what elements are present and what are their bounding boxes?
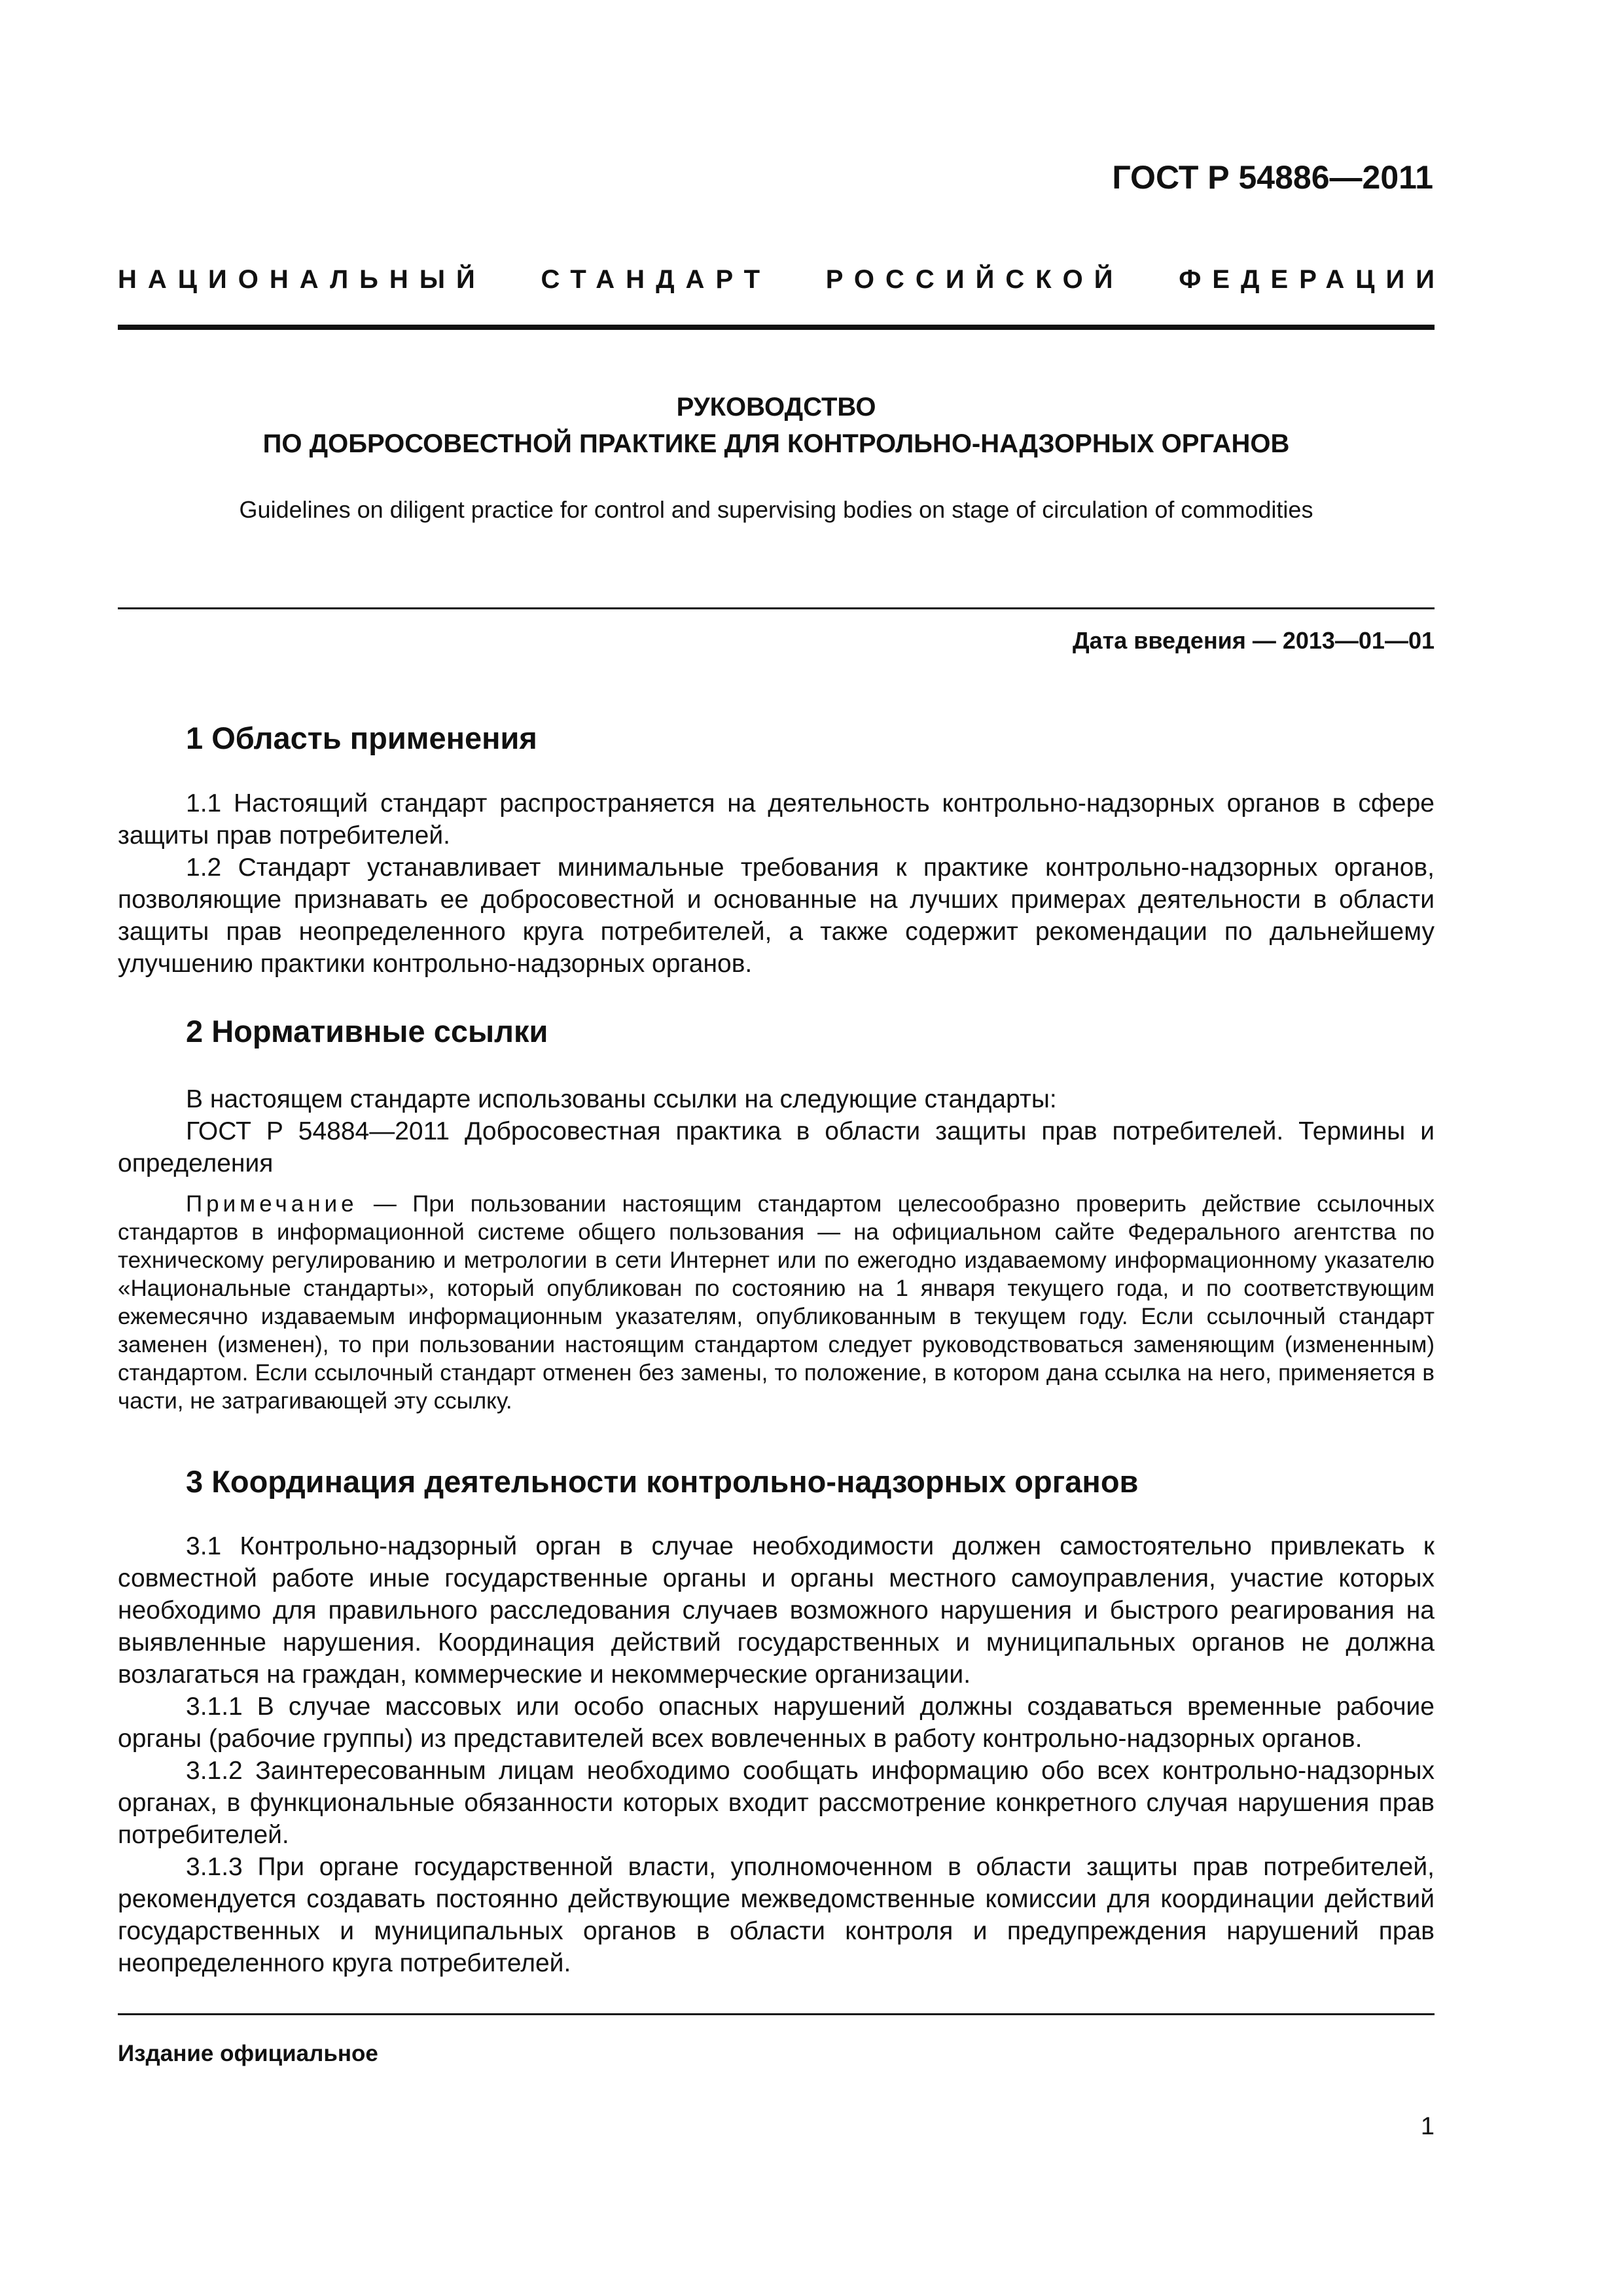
section-3-body bbox=[118, 1530, 1435, 1979]
paragraph: 1.1 Настоящий стандарт распространяется на деятельность контрольно-надзорных органов в сфере защиты прав потребителей. bbox=[118, 789, 1435, 850]
paragraph: 3.1.3 При органе государственной власти, уполномоченном в области защиты прав потребителей, рекомендуется создавать постоянно действующие межведомственные комиссии для координации действий государственных и муниципальных органов в области контроля и предупреждения нарушений прав неопределенного круга потребителей. bbox=[118, 1853, 1435, 1977]
page-number: 1 bbox=[1420, 2113, 1435, 2140]
title-line-1: РУКОВОДСТВО bbox=[676, 393, 876, 422]
section-2-note bbox=[118, 1190, 1435, 1415]
section-3-heading: 3 Координация деятельности контрольно-надзорных органов bbox=[186, 1464, 1139, 1499]
paragraph: 3.1.1 В случае массовых или особо опасных нарушений должны создаваться временные рабочие органы (рабочие группы) из представителей всех вовлеченных в работу контрольно-надзорных органов. bbox=[118, 1693, 1435, 1753]
edition-label: Издание официальное bbox=[118, 2041, 378, 2066]
section-1-heading: 1 Область применения bbox=[186, 721, 537, 755]
note-label: Примечание bbox=[186, 1191, 358, 1217]
paragraph: В настоящем стандарте использованы ссылки на следующие стандарты: bbox=[186, 1085, 1057, 1113]
paragraph: 3.1.2 Заинтересованным лицам необходимо сообщать информацию обо всех контрольно-надзорных органах, в функциональные обязанности которых входит рассмотрение конкретного случая нарушения прав потребителей. bbox=[118, 1757, 1435, 1849]
header-divider bbox=[118, 325, 1435, 330]
section-2-body bbox=[118, 1083, 1435, 1179]
note-text: — При пользовании настоящим стандартом целесообразно проверить действие ссылочных стандартов в информационной системе общего пользования — на официальном сайте Федерального агентства по техническому регулированию и метрологии в сети Интернет или по ежегодно издаваемому информационному указателю «Национальные стандарты», который опубликован по состоянию на 1 января текущего года, и по соответствующим ежемесячно издаваемым информационным указателям, опубликованным в текущем году. Если ссылочный стандарт заменен (изменен), то при пользовании настоящим стандартом следует руководствоваться заменяющим (измененным) стандартом. Если ссылочный стандарт отменен без замены, то положение, в котором дана ссылка на него, применяется в части, не затрагивающей эту ссылку. bbox=[118, 1191, 1435, 1414]
english-title: Guidelines on diligent practice for control and supervising bodies on stage of circulation of commodities bbox=[239, 496, 1313, 523]
introduction-date: Дата введения — 2013—01—01 bbox=[1072, 627, 1435, 654]
document-code: ГОСТ Р 54886—2011 bbox=[1112, 159, 1433, 196]
national-word: РОССИЙСКОЙ bbox=[825, 265, 1124, 294]
national-word: НАЦИОНАЛЬНЫЙ bbox=[118, 265, 486, 294]
national-standard-banner bbox=[118, 265, 1446, 295]
section-2-heading: 2 Нормативные ссылки bbox=[186, 1014, 548, 1049]
section-1-body bbox=[118, 787, 1435, 980]
title-divider bbox=[118, 607, 1435, 609]
paragraph: 1.2 Стандарт устанавливает минимальные требования к практике контрольно-надзорных органов, позволяющие признавать ее добросовестной и основанные на лучших примерах деятельности в области защиты прав неопределенного круга потребителей, а также содержит рекомендации по дальнейшему улучшению практики контрольно-надзорных органов. bbox=[118, 853, 1435, 978]
footer-divider bbox=[118, 2013, 1435, 2015]
paragraph: 3.1 Контрольно-надзорный орган в случае необходимости должен самостоятельно привлекать к совместной работе иные государственные органы и органы местного самоуправления, участие которых необходимо для правильного расследования случаев возможного нарушения и быстрого реагирования на выявленные нарушения. Координация действий государственных и муниципальных органов не должна возлагаться на граждан, коммерческие и некоммерческие организации. bbox=[118, 1532, 1435, 1689]
national-word: ФЕДЕРАЦИИ bbox=[1179, 265, 1446, 294]
title-line-2: ПО ДОБРОСОВЕСТНОЙ ПРАКТИКЕ ДЛЯ КОНТРОЛЬНО-НАДЗОРНЫХ ОРГАНОВ bbox=[262, 429, 1290, 458]
paragraph: ГОСТ Р 54884—2011 Добросовестная практика в области защиты прав потребителей. Термины и определения bbox=[118, 1117, 1435, 1177]
national-word: СТАНДАРТ bbox=[541, 265, 772, 294]
